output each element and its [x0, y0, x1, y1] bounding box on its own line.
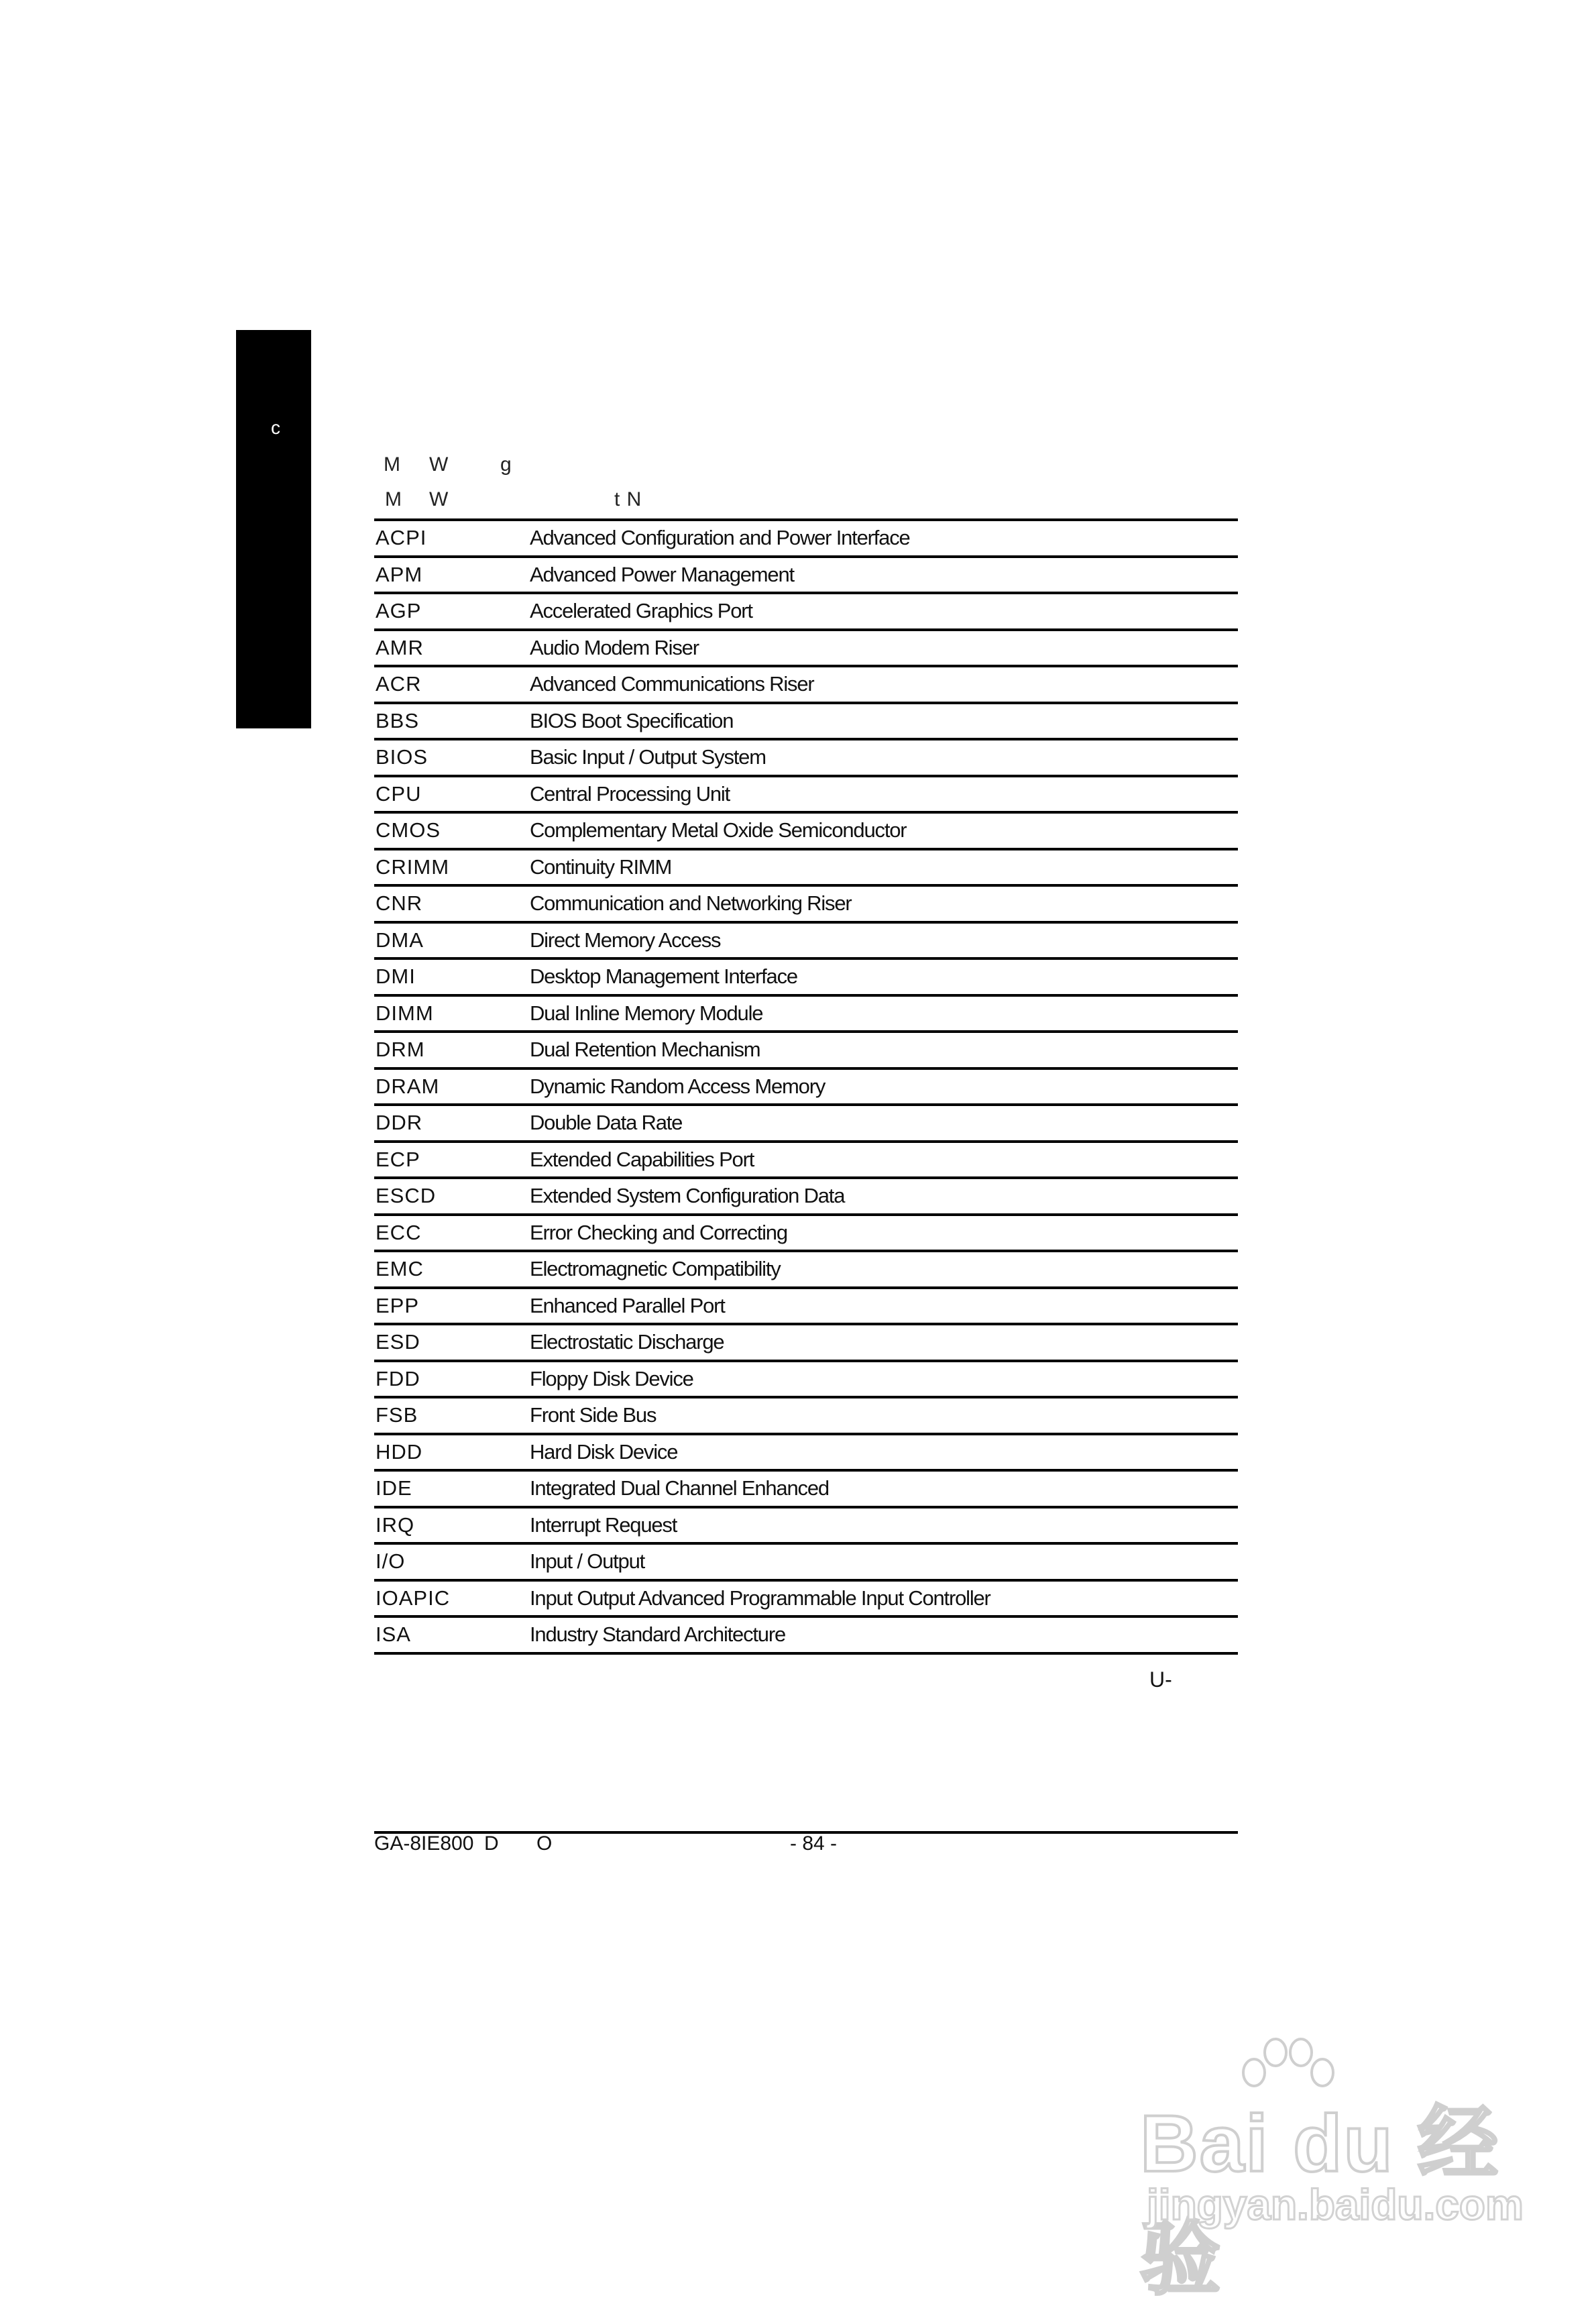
acronym-definition: Hard Disk Device	[530, 1439, 678, 1464]
table-row	[374, 1398, 1238, 1435]
acronym-definition: Input / Output	[530, 1549, 645, 1574]
watermark-logo: Bai du 经验	[1140, 2099, 1500, 2304]
acronym: DDR	[376, 1111, 423, 1135]
acronym: CPU	[376, 781, 422, 806]
acronym: DRAM	[376, 1074, 440, 1098]
acronym-definition: Enhanced Parallel Port	[530, 1293, 725, 1317]
chapter-side-tab	[236, 330, 311, 728]
acronym-definition: Desktop Management Interface	[530, 965, 797, 989]
table-row	[374, 814, 1238, 850]
acronym-definition: Floppy Disk Device	[530, 1366, 693, 1390]
table-row	[374, 1362, 1238, 1399]
header-2-char-1: M	[385, 488, 402, 510]
acronym: CNR	[376, 891, 423, 916]
table-row	[374, 924, 1238, 960]
acronym-definition: Accelerated Graphics Port	[530, 599, 752, 623]
table-row	[374, 1582, 1238, 1618]
acronym: HDD	[376, 1439, 423, 1464]
acronym-definition: Direct Memory Access	[530, 928, 721, 952]
table-row	[374, 1289, 1238, 1326]
table-row	[374, 1216, 1238, 1253]
table-row	[374, 667, 1238, 704]
acronym: IDE	[376, 1476, 412, 1500]
table-row	[374, 1618, 1238, 1655]
table-row	[374, 1435, 1238, 1472]
acronym-definition: Dual Inline Memory Module	[530, 1001, 763, 1025]
acronym: EMC	[376, 1257, 424, 1281]
acronym-definition: Double Data Rate	[530, 1111, 683, 1135]
acronym-definition: Advanced Power Management	[530, 562, 794, 586]
table-row	[374, 1508, 1238, 1545]
acronym: EPP	[376, 1293, 420, 1317]
table-row	[374, 960, 1238, 997]
table-row	[374, 777, 1238, 814]
acronym-definition: Error Checking and Correcting	[530, 1220, 787, 1244]
acronym: CRIMM	[376, 855, 450, 879]
acronym: DMI	[376, 965, 416, 989]
table-row	[374, 594, 1238, 631]
acronym: ISA	[376, 1622, 411, 1647]
acronym: BBS	[376, 708, 420, 732]
table-row	[374, 558, 1238, 595]
table-row	[374, 887, 1238, 924]
acronym: ECP	[376, 1147, 420, 1171]
acronym-definition: Central Processing Unit	[530, 781, 730, 806]
acronym-definition: Dynamic Random Access Memory	[530, 1074, 825, 1098]
acronym-definition: Communication and Networking Riser	[530, 891, 852, 916]
acronym: DRM	[376, 1038, 425, 1062]
table-row	[374, 1143, 1238, 1180]
acronym: ESCD	[376, 1184, 437, 1208]
table-row	[374, 1179, 1238, 1216]
continued-marker: U-	[1149, 1667, 1172, 1692]
acronym: APM	[376, 562, 423, 586]
acronym: BIOS	[376, 745, 429, 769]
acronym-definition: Basic Input / Output System	[530, 745, 766, 769]
acronym: DMA	[376, 928, 424, 952]
watermark-url: jingyan.baidu.com	[1147, 2181, 1524, 2229]
acronym-definition: Advanced Configuration and Power Interface	[530, 526, 910, 550]
acronym-definition: Industry Standard Architecture	[530, 1622, 786, 1647]
acronym: FSB	[376, 1403, 418, 1427]
acronym: DIMM	[376, 1001, 434, 1025]
acronym-definition: BIOS Boot Specification	[530, 708, 734, 732]
side-tab-label: c	[271, 417, 280, 438]
acronym: ACR	[376, 672, 422, 696]
acronym-definition: Extended System Configuration Data	[530, 1184, 845, 1208]
table-row	[374, 1545, 1238, 1582]
acronym: ACPI	[376, 526, 427, 550]
acronym: ECC	[376, 1220, 422, 1244]
acronym-definition: Extended Capabilities Port	[530, 1147, 754, 1171]
header-2-char-2: W	[429, 488, 449, 510]
table-row	[374, 1325, 1238, 1362]
table-row	[374, 1070, 1238, 1107]
acronym-glossary-table	[374, 518, 1238, 1655]
table-row	[374, 631, 1238, 668]
header-1-char-2: W	[429, 453, 449, 476]
acronym: IOAPIC	[376, 1586, 451, 1610]
table-row	[374, 1472, 1238, 1508]
acronym: IRQ	[376, 1512, 415, 1537]
footer-letter-o: O	[536, 1832, 553, 1855]
baidu-jingyan-watermark	[1140, 2032, 1524, 2304]
table-row	[374, 1033, 1238, 1070]
acronym: AMR	[376, 635, 424, 659]
acronym-definition: Audio Modem Riser	[530, 635, 699, 659]
footer-letter-d: D	[484, 1832, 499, 1855]
table-row	[374, 521, 1238, 558]
acronym-definition: Advanced Communications Riser	[530, 672, 814, 696]
acronym-definition: Complementary Metal Oxide Semiconductor	[530, 818, 907, 842]
acronym-definition: Continuity RIMM	[530, 855, 672, 879]
header-2-char-3: t N	[614, 488, 642, 510]
acronym-definition: Electrostatic Discharge	[530, 1330, 724, 1354]
acronym-definition: Integrated Dual Channel Enhanced	[530, 1476, 829, 1500]
table-row	[374, 997, 1238, 1034]
table-row	[374, 704, 1238, 741]
table-row	[374, 740, 1238, 777]
acronym: CMOS	[376, 818, 441, 842]
acronym-definition: Dual Retention Mechanism	[530, 1038, 760, 1062]
acronym-definition: Input Output Advanced Programmable Input Controller	[530, 1586, 990, 1610]
footer-page-number: - 84 -	[790, 1832, 838, 1855]
acronym-definition: Interrupt Request	[530, 1512, 677, 1537]
table-row	[374, 1252, 1238, 1289]
acronym: ESD	[376, 1330, 420, 1354]
footer-model: GA-8IE800	[374, 1832, 474, 1855]
acronym: FDD	[376, 1366, 420, 1390]
table-row	[374, 1106, 1238, 1143]
header-1-char-3: g	[500, 453, 512, 476]
acronym: AGP	[376, 599, 422, 623]
acronym-definition: Front Side Bus	[530, 1403, 657, 1427]
acronym: I/O	[376, 1549, 406, 1574]
header-1-char-1: M	[384, 453, 401, 476]
table-row	[374, 850, 1238, 887]
acronym-definition: Electromagnetic Compatibility	[530, 1257, 781, 1281]
